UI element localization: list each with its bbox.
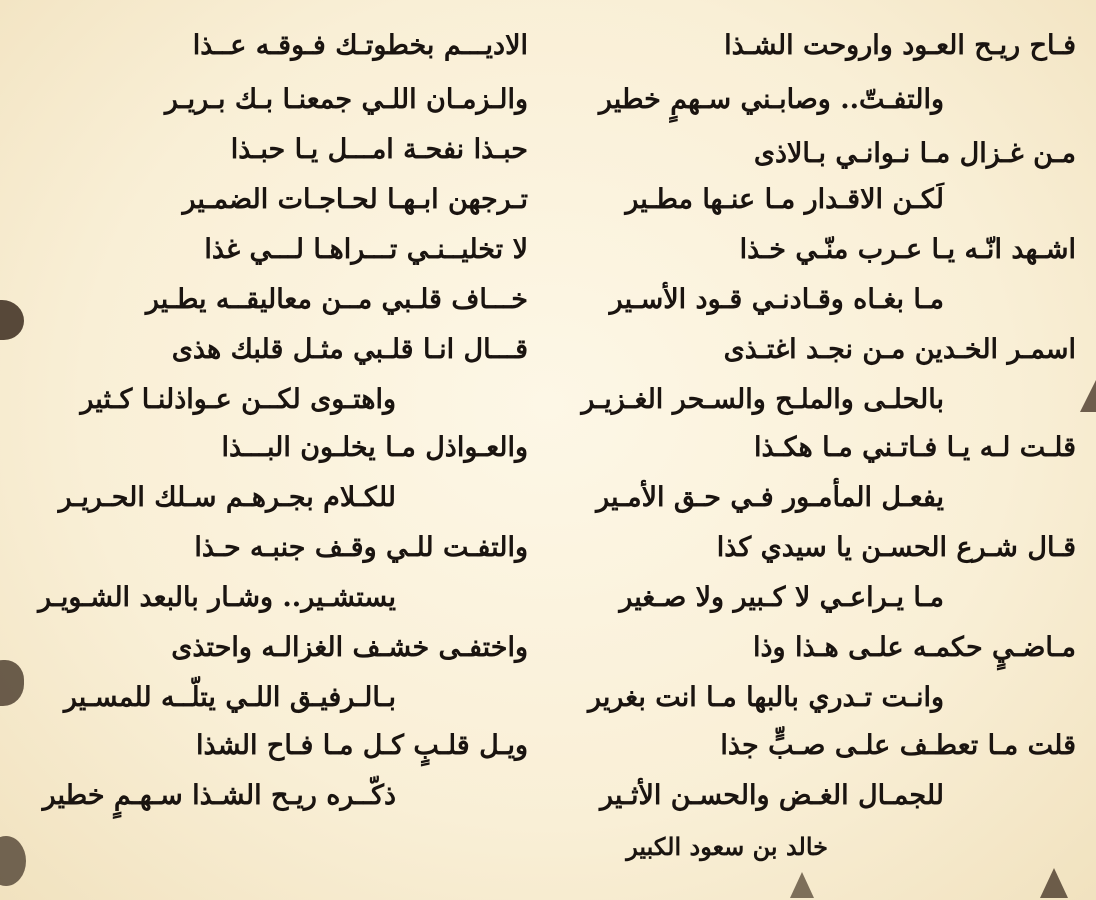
poem-line: واختفـى خشـف الغزالـه واحتذى	[171, 632, 528, 663]
poem-line: مـا بغـاه وقـادنـي قـود الأسـير	[609, 284, 944, 315]
poem-line: بالحلـى والملـح والسـحر الغـزيـر	[581, 384, 944, 415]
poem-line: وانـت تـدري بالبها مـا انت بغرير	[587, 682, 944, 713]
poem-line: اشـهد انّـه يـا عـرب منّـي خـذا	[739, 234, 1076, 265]
ink-stain	[1080, 380, 1096, 412]
poem-line: حبـذا نفحـة امـــل يـا حبـذا	[230, 134, 528, 165]
poem-line: قـال شـرع الحسـن يا سيدي كذا	[716, 532, 1076, 563]
poem-line: لَكـن الاقـدار مـا عنـها مطـير	[625, 184, 944, 215]
poem-line: قلـت لـه يـا فـاتـني مـا هكـذا	[754, 432, 1076, 463]
poet-signature: خالد بن سعود الكبير	[626, 832, 828, 861]
poem-line: قلت مـا تعطـف علـى صـبٍّ جذا	[720, 730, 1076, 761]
poem-line: والـزمـان اللـي جمعنـا بـك بـريـر	[164, 84, 528, 115]
poem-line: ذكّــره ريـح الشـذا سـهـمٍ خطير	[42, 780, 396, 811]
poem-line: فـاح ريـح العـود واروحت الشـذا	[724, 30, 1076, 61]
poem-line: والتفـتّ.. وصابـني سـهمٍ خطير	[598, 84, 944, 115]
poem-line: للجمـال الغـض والحسـن الأثـير	[599, 780, 944, 811]
poem-line: لا تخليــنـي تـــراهـا لـــي غذا	[204, 234, 528, 265]
poem-line: واهتـوى لكــن عـواذلنـا كـثير	[80, 384, 396, 415]
poem-line: خـــاف قلـبي مــن معاليقــه يطـير	[145, 284, 528, 315]
poem-line: والتفـت للـي وقـف جنبـه حـذا	[194, 532, 528, 563]
poem-line: ويـل قلـبٍ كـل مـا فـاح الشذا	[196, 730, 528, 761]
ink-stain	[790, 872, 814, 898]
poem-line: مـا يـراعـي لا كـبير ولا صـغير	[619, 582, 944, 613]
poem-line: بـالـرفيـق اللـي يتلّــه للمسـير	[63, 682, 396, 713]
poem-line: تـرجهن ابـهـا لحـاجـات الضمـير	[182, 184, 528, 215]
poem-line: يفعـل المأمـور فـي حـق الأمـير	[596, 482, 944, 513]
ink-stain	[0, 300, 24, 340]
ink-stain	[1040, 868, 1068, 898]
ink-stain	[0, 660, 24, 706]
poem-line: قـــال انـا قلـبي مثـل قلبك هذى	[171, 334, 528, 365]
poem-line: اسمـر الخـدين مـن نجـد اغتـذى	[723, 334, 1076, 365]
poem-line: مـن غـزال مـا نـوانـي بـالاذى	[753, 138, 1076, 169]
poem-line: يستشـير.. وشـار بالبعد الشـويـر	[38, 582, 396, 613]
ink-stain	[0, 836, 26, 886]
poem-line: مـاضـيٍ حكمـه علـى هـذا وذا	[753, 632, 1076, 663]
poem-line: للكـلام بجـرهـم سـلك الحـريـر	[58, 482, 396, 513]
poem-line: الاديـــم بخطوتـك فـوقـه عــذا	[192, 30, 528, 61]
poem-line: والعـواذل مـا يخلـون البـــذا	[221, 432, 528, 463]
